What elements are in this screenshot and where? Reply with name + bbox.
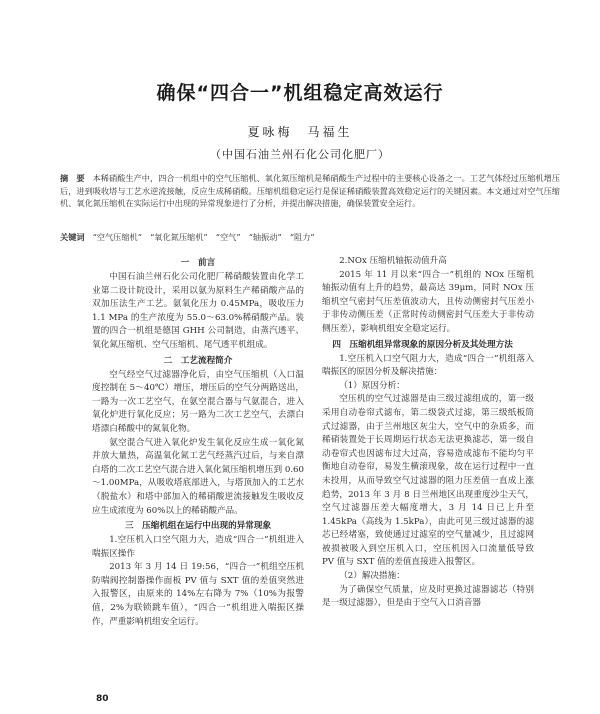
abstract — [60, 172, 560, 210]
paragraph: 2013 年 3 月 14 日 19:56，“四合一”机组空压机防喘阀控制器操作面板 PV 值与 SXT 值的差值突然进入报警区，由原来的 14%左右降为 7%（10%为报警值，2%为联锁跳车值），“四合一”机组进入喘振区操作，严重影响机组安全运行。 — [92, 562, 304, 627]
abstract-text: 本稀硝酸生产中，四合一机组中的空气压缩机、氧化氮压缩机是稀硝酸生产过程中的主要核心设备之一。工艺气体经过压缩机增压后，进到吸收塔与工艺水逆流接触，反应生成稀硝酸。压缩机组稳定运行是保证稀硝酸装置高效稳定运行的关键因素。本文通过对空气压缩机、氧化氮压缩机在实际运行中出现的异常现象进行了分析，并提出解决措施，确保装置安全运行。 — [60, 173, 560, 208]
subheading: （1）原因分析： — [339, 380, 405, 391]
section-heading-process: 二 工艺流程简介 — [163, 355, 233, 366]
left-column — [92, 255, 304, 629]
paragraph: 中国石油兰州石化公司化肥厂稀硝酸装置由化学工业第二设计院设计，采用以氨为原料生产稀硝酸产品的双加压法生产工艺。氨氧化压力 0.45MPa，吸收压力 1.1 MPa 的生产浓度为 55.0～63.0%稀硝酸产品。装置的四合一机组是德国 GHH 公司制造，由蒸汽透平、氧化氮压缩机、空气压缩机、尾气透平机组成。 — [92, 272, 304, 350]
article-title: 确保“四合一”机组稳定高效运行 — [156, 82, 444, 104]
subheading: （2）解决措施： — [339, 571, 405, 582]
affiliation: （中国石油兰州石化公司化肥厂） — [210, 148, 390, 161]
section-heading-analysis: 四 压缩机组异常现象的原因分析及其处理方法 — [332, 339, 513, 350]
paragraph: 2015 年 11 月以来“四合一”机组的 NOx 压缩机轴振动值有上升的趋势，最高达 39μm，同时 NOx 压缩机空气密封气压差值波动大，且传动侧密封气压差小于非传动侧压差（正常时传动侧密封气压差大于非传动侧压差），影响机组安全稳定运行。 — [322, 269, 534, 334]
right-column — [322, 255, 534, 611]
subheading: 1.空压机入口空气阻力大，造成“四合一”机组进入喘振区操作 — [92, 535, 304, 559]
paragraph: 空压机的空气过滤器是由三级过滤组成的，第一级采用自动卷帘式滤布，第二级袋式过滤，第三级纸板筒式过滤器，由于兰州地区灰尘大，空气中的杂质多，而稀硝装置处于长周期运行状态无法更换滤芯，第一级自动卷帘式也因滤布过大过高，容易造成滤布不能均匀平衡地自动卷帘，易发生横滚现象，故在运行过程中一直未投用，从而导致空气过滤器的阻力压差值一直成上涨趋势，2013 年 3 月 8 日兰州地区出现重度沙尘天气，空气过滤器压差大幅度增大，3 月 14 日已上升至 1.45kPa（高线为 1.5kPa），由此可见三级过滤器的滤芯已经堵塞，致使通过过滤室的空气量减少，且过滤网被损被吸入到空压机入口，空压机因入口流量低导致 PV 值与 SXT 值的差值直接进入报警区。 — [322, 394, 534, 568]
paragraph: 氨空混合气进入氧化炉发生氧化反应生成一氧化氮并放大量热，高温氧化氮工艺气经蒸汽过后，与来自漂白塔的二次工艺空气混合进入氧化氮压缩机增压到 0.60～1.00MPa，从吸收塔底部进入，与塔顶加入的工艺水（脱盐水）和塔中部加入的稀硝酸逆流接触发生吸收反应生成浓度为 60%以上的稀硝酸产品。 — [92, 437, 304, 516]
page-number: 80 — [96, 694, 109, 704]
paragraph: 空气经空气过滤器净化后，由空气压缩机（入口温度控制在 5～40℃）增压，增压后的空气分两路送出，一路为一次工艺空气，在氨空混合器与气氨混合，进入氧化炉进行氧化反应；另一路为二次工艺空气，去漂白塔漂白稀酸中的氮氧化物。 — [92, 369, 304, 434]
keywords-text: “空气压缩机” “氧化氮压缩机” “空气” “轴振动” “阻力” — [92, 232, 315, 242]
keywords — [60, 231, 560, 243]
section-heading-anomalies: 三 压缩机组在运行中出现的异常现象 — [124, 521, 272, 532]
paragraph: 为了确保空气质量，应及时更换过滤器滤芯（特别是一级过滤器），但是由于空气入口消音器 — [322, 584, 534, 609]
keywords-label: 关键词 — [60, 232, 85, 242]
abstract-label: 摘 要 — [60, 173, 85, 183]
subheading: 1.空压机入口空气阻力大，造成“四合一”机组落入喘振区的原因分析及解决措施： — [322, 353, 534, 378]
authors: 夏咏梅 马福生 — [247, 125, 353, 139]
section-heading-preface: 一 前言 — [180, 258, 216, 268]
subheading: 2.NOx 压缩机轴振动值升高 — [339, 256, 447, 266]
